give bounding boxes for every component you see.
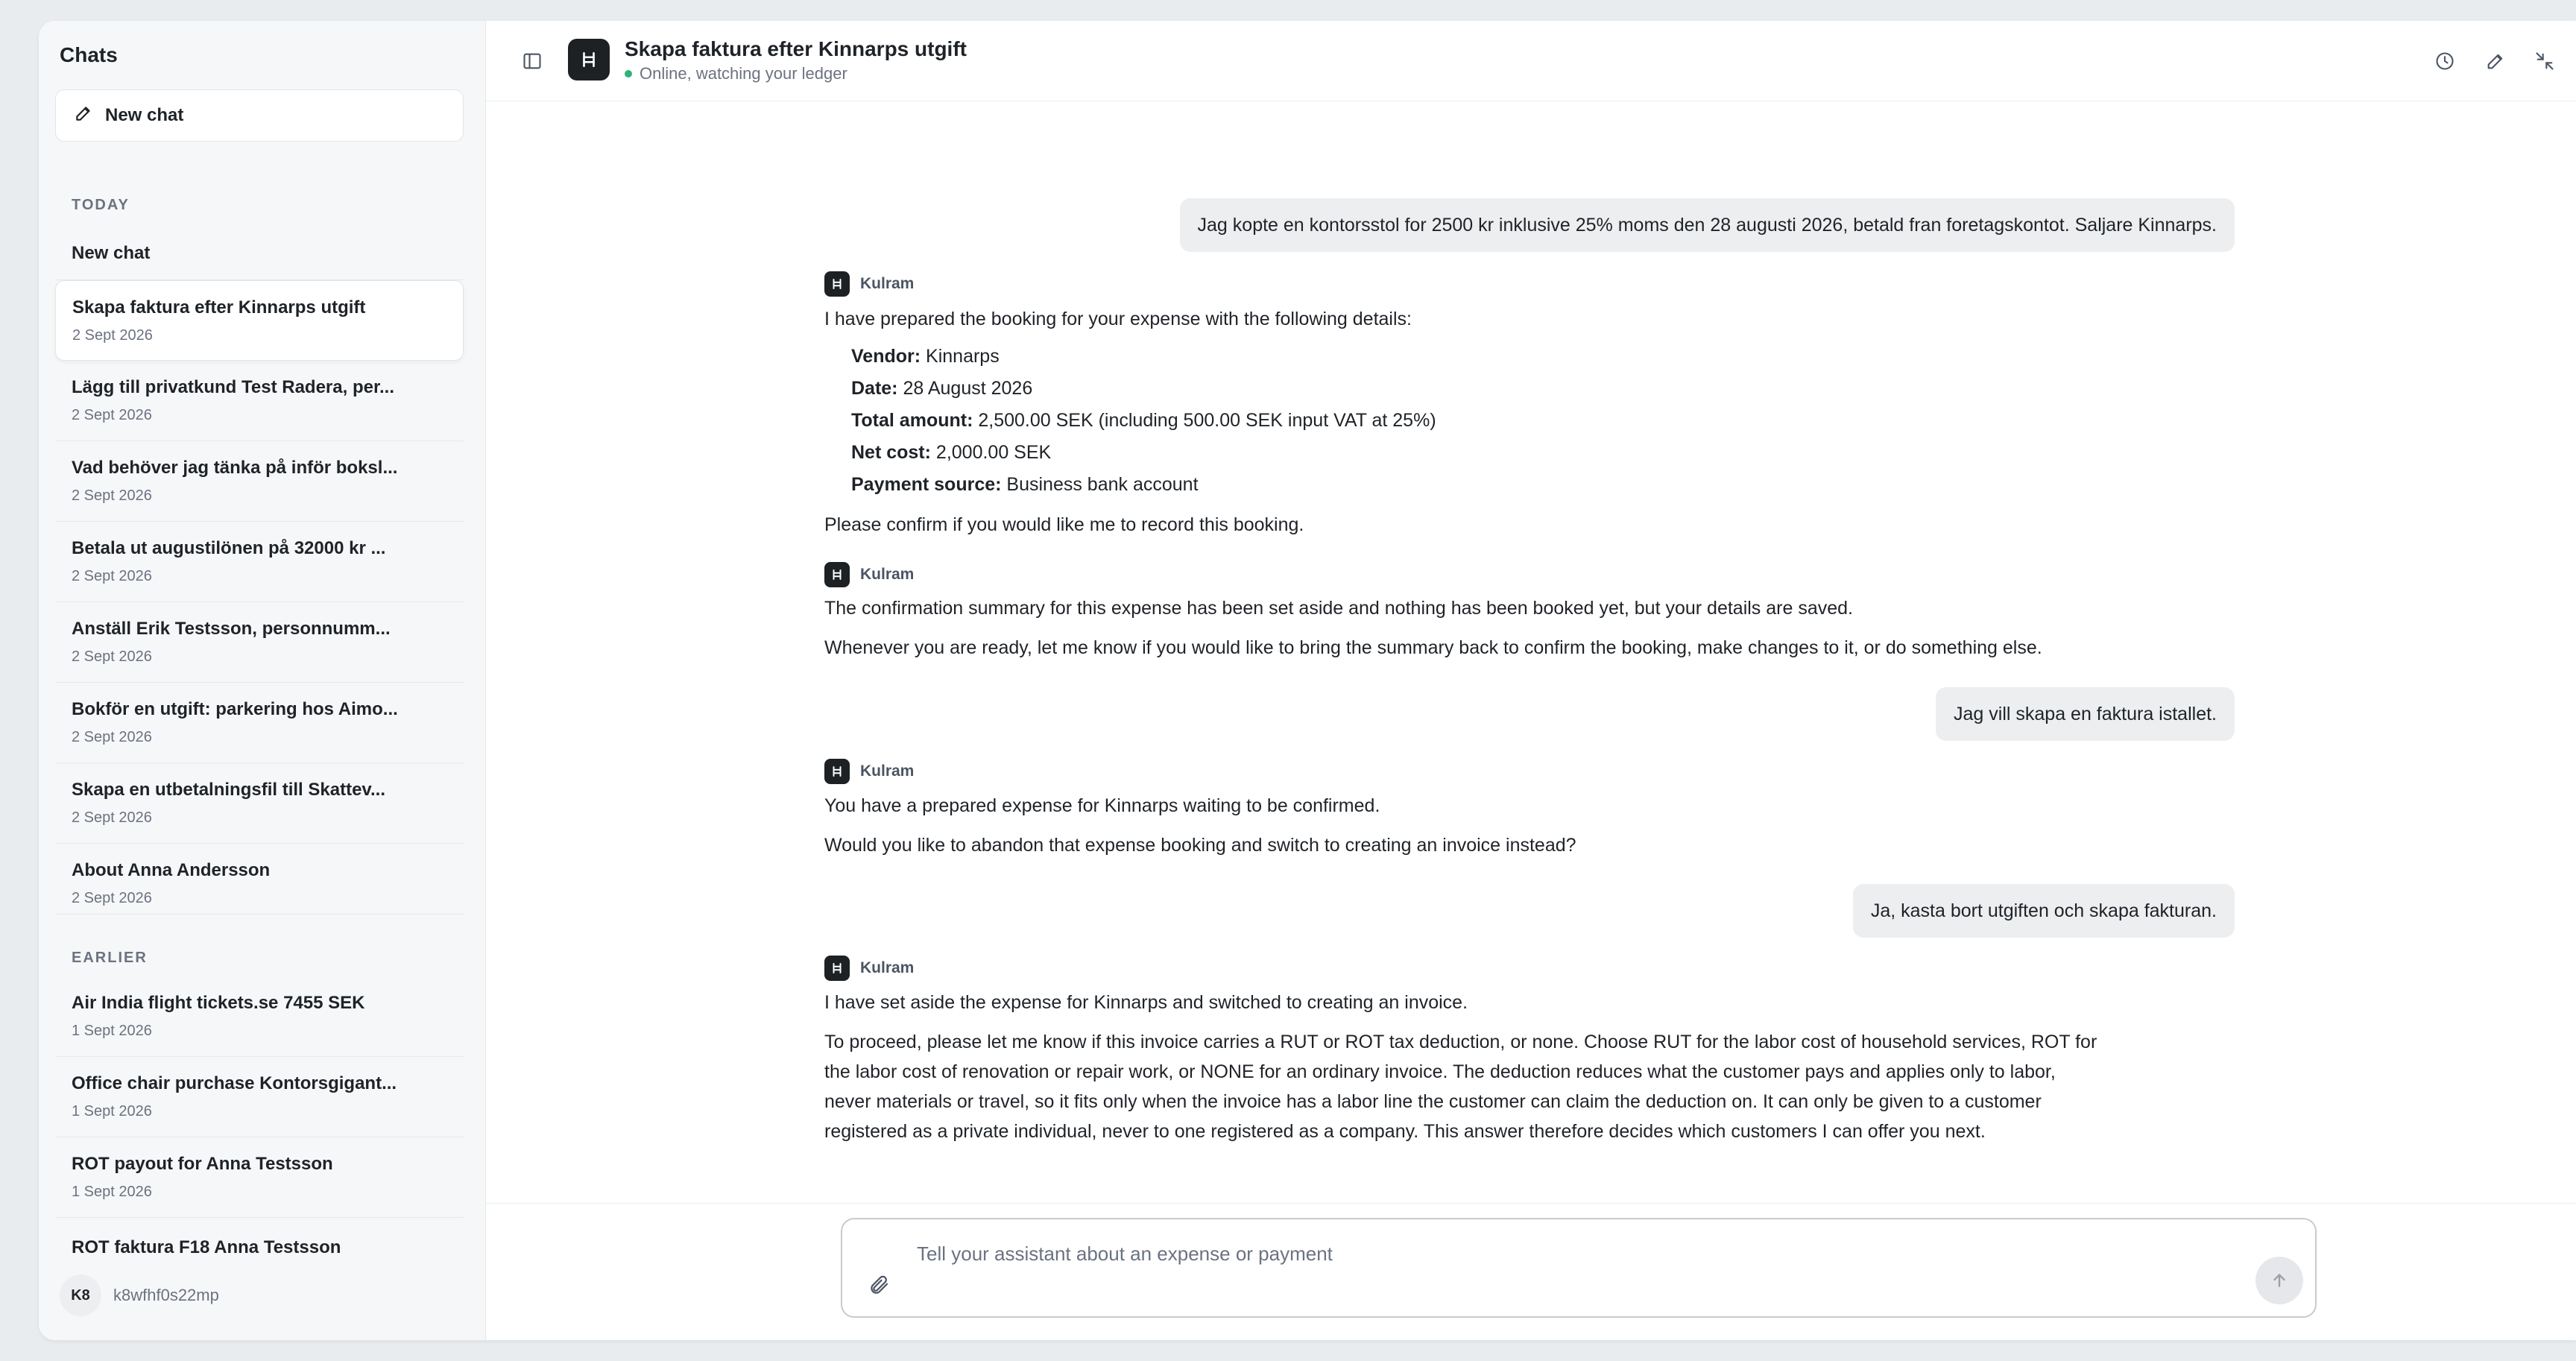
chat-item-date: 2 Sept 2026 xyxy=(72,568,152,584)
avatar: K8 xyxy=(60,1275,101,1316)
assistant-header xyxy=(824,759,914,784)
detail-value: Kinnarps xyxy=(926,346,1000,367)
section-label-today: TODAY xyxy=(72,197,130,213)
detail-row xyxy=(851,410,1436,432)
detail-value: 2,000.00 SEK xyxy=(935,442,1052,463)
chat-list-earlier xyxy=(55,976,464,1275)
chat-item-date: 2 Sept 2026 xyxy=(72,809,152,826)
assistant-text: Whenever you are ready, let me know if you would like to bring the summary back to confirm the booking, make changes to it, or do something else. xyxy=(824,637,2042,658)
user-name: k8wfhf0s22mp xyxy=(113,1286,219,1304)
chat-item[interactable] xyxy=(55,1057,464,1137)
arrow-up-icon xyxy=(2270,1271,2289,1290)
user-message: Jag kopte en kontorsstol for 2500 kr inklusive 25% moms den 28 augusti 2026, betald fran foretagskontot. Saljare Kinnarps. xyxy=(1180,198,2235,252)
chat-item-title: Betala ut augustilönen på 32000 kr ... xyxy=(72,538,386,558)
detail-value: 28 August 2026 xyxy=(903,378,1033,399)
user-message: Ja, kasta bort utgiften och skapa fakturan. xyxy=(1853,884,2235,938)
assistant-name: Kulram xyxy=(860,959,915,976)
chat-item[interactable] xyxy=(55,763,464,844)
detail-label: Net cost: xyxy=(851,442,931,463)
chat-item-title: Air India flight tickets.se 7455 SEK xyxy=(72,993,365,1013)
detail-row xyxy=(851,442,1051,464)
chat-item[interactable] xyxy=(55,844,464,924)
chat-item-title: Lägg till privatkund Test Radera, per... xyxy=(72,377,394,397)
assistant-name: Kulram xyxy=(860,275,915,292)
assistant-text: I have set aside the expense for Kinnarps and switched to creating an invoice. xyxy=(824,992,1468,1013)
assistant-text: I have prepared the booking for your expense with the following details: xyxy=(824,309,1412,329)
chat-item[interactable] xyxy=(55,602,464,683)
chat-item-date: 2 Sept 2026 xyxy=(72,407,152,423)
chat-item-date: 1 Sept 2026 xyxy=(72,1103,152,1120)
chat-item-date: 1 Sept 2026 xyxy=(72,1023,152,1039)
edit-icon[interactable] xyxy=(2481,46,2510,76)
chat-item[interactable] xyxy=(55,1218,464,1275)
main-panel xyxy=(486,21,2576,1340)
new-chat-label: New chat xyxy=(105,105,184,125)
section-label-earlier: EARLIER xyxy=(72,950,148,966)
chat-item-title: ROT faktura F18 Anna Testsson xyxy=(72,1237,341,1257)
detail-value: 2,500.00 SEK (including 500.00 SEK input VAT at 25%) xyxy=(978,410,1436,431)
chat-item-title: Bokför en utgift: parkering hos Aimo... xyxy=(72,699,398,719)
chat-item-title: Anställ Erik Testsson, personnumm... xyxy=(72,619,391,639)
chat-item-date: 1 Sept 2026 xyxy=(72,1184,152,1200)
status-line xyxy=(625,64,847,83)
detail-value: Business bank account xyxy=(1006,474,1199,495)
chat-item[interactable] xyxy=(55,361,464,441)
assistant-logo xyxy=(824,271,850,297)
paperclip-icon[interactable] xyxy=(865,1270,894,1300)
user-message: Jag vill skapa en faktura istallet. xyxy=(1936,687,2235,741)
chat-item-title: Skapa en utbetalningsfil till Skattev... xyxy=(72,780,385,800)
chat-item-title: New chat xyxy=(72,243,151,263)
detail-label: Vendor: xyxy=(851,346,921,367)
assistant-header xyxy=(824,956,914,981)
history-icon[interactable] xyxy=(2430,46,2460,76)
assistant-logo xyxy=(824,759,850,784)
detail-row xyxy=(851,346,1000,367)
assistant-name: Kulram xyxy=(860,762,915,780)
online-status-dot xyxy=(625,70,632,78)
chat-item-title: Skapa faktura efter Kinnarps utgift xyxy=(72,297,366,318)
assistant-header xyxy=(824,562,914,587)
top-bar xyxy=(486,21,2576,101)
conversation xyxy=(486,101,2576,1227)
assistant-logo xyxy=(824,956,850,981)
sidebar-divider xyxy=(55,914,464,915)
assistant-header xyxy=(824,271,914,297)
detail-label: Date: xyxy=(851,378,898,399)
chat-item-date: 2 Sept 2026 xyxy=(72,890,152,906)
user-profile[interactable] xyxy=(60,1275,219,1316)
new-chat-button[interactable] xyxy=(55,89,464,142)
composer-divider xyxy=(486,1203,2576,1204)
chat-item-date: 2 Sept 2026 xyxy=(72,729,152,745)
status-text: Online, watching your ledger xyxy=(640,64,847,83)
chat-item[interactable] xyxy=(55,441,464,522)
detail-row xyxy=(851,474,1199,496)
chat-item[interactable] xyxy=(55,683,464,763)
pencil-icon xyxy=(74,104,93,128)
sidebar-title: Chats xyxy=(60,43,118,66)
sidebar xyxy=(39,21,486,1340)
chat-item-title: Office chair purchase Kontorsgigant... xyxy=(72,1073,397,1093)
chat-list-today xyxy=(55,224,464,924)
assistant-text: To proceed, please let me know if this invoice carries a RUT or ROT tax deduction, or none. Choose RUT for the labor cost of household services, ROT for the labor cost of renovation or repair work, or NONE for an ordinary invoice. The deduction reduces what the customer pays and applies only to labor, never materials or travel, so it fits only when the invoice has a labor line the customer can claim the deduction on. It can only be given to a customer registered as a private individual, never to one registered as a company. This answer therefore decides which customers I can offer you next. xyxy=(824,1032,2097,1142)
app-window xyxy=(39,21,2576,1340)
page-title: Skapa faktura efter Kinnarps utgift xyxy=(625,37,967,60)
chat-item-title: About Anna Andersson xyxy=(72,860,271,880)
chat-item-date: 2 Sept 2026 xyxy=(72,487,152,504)
assistant-logo xyxy=(824,562,850,587)
chat-item-title: ROT payout for Anna Testsson xyxy=(72,1154,333,1174)
chat-item[interactable] xyxy=(55,224,464,280)
composer xyxy=(841,1218,2317,1318)
collapse-icon[interactable] xyxy=(2530,46,2560,76)
detail-label: Total amount: xyxy=(851,410,973,431)
chat-item-date: 2 Sept 2026 xyxy=(72,327,153,344)
chat-item-date: 2 Sept 2026 xyxy=(72,648,152,665)
brand-logo xyxy=(568,39,610,80)
message-input[interactable] xyxy=(917,1239,2184,1269)
detail-label: Payment source: xyxy=(851,474,1002,495)
assistant-text: Would you like to abandon that expense booking and switch to creating an invoice instead? xyxy=(824,835,1576,856)
chat-item[interactable] xyxy=(55,1137,464,1218)
chat-item-active[interactable] xyxy=(55,280,464,361)
chat-item[interactable] xyxy=(55,522,464,602)
chat-item-title: Vad behöver jag tänka på inför boksl... xyxy=(72,458,398,478)
assistant-text: Please confirm if you would like me to record this booking. xyxy=(824,514,1304,535)
send-button[interactable] xyxy=(2255,1257,2303,1304)
assistant-text: You have a prepared expense for Kinnarps waiting to be confirmed. xyxy=(824,795,1380,816)
detail-row xyxy=(851,378,1032,400)
assistant-text: The confirmation summary for this expense has been set aside and nothing has been booked yet, but your details are saved. xyxy=(824,598,1853,619)
assistant-name: Kulram xyxy=(860,566,915,583)
sidebar-toggle-icon[interactable] xyxy=(517,46,547,76)
chat-item[interactable] xyxy=(55,976,464,1057)
